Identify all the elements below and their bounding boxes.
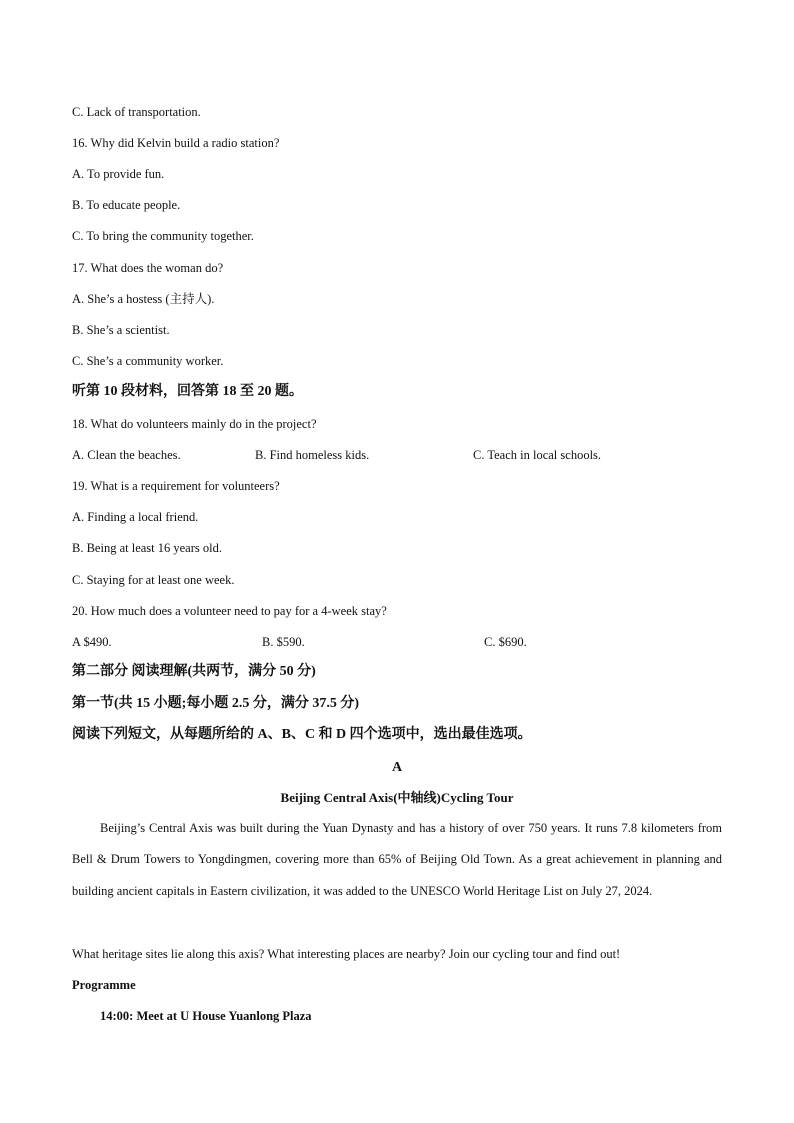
passage-title: Beijing Central Axis(中轴线)Cycling Tour — [280, 790, 514, 805]
q19-option-a: A. Finding a local friend. — [72, 510, 199, 524]
passage-letter: A — [391, 760, 403, 775]
q20-option-a: A $490. — [72, 635, 112, 649]
q19-question: 19. What is a requirement for volunteers? — [72, 479, 280, 493]
section-heading-10: 听第 10 段材料，回答第 18 至 20 题。 — [72, 384, 303, 399]
q18-option-a: A. Clean the beaches. — [72, 448, 181, 462]
q17-question: 17. What does the woman do? — [72, 261, 224, 275]
q20-option-c: C. $690. — [484, 635, 527, 649]
section-one-heading: 第一节(共 15 小题;每小题 2.5 分，满分 37.5 分) — [72, 696, 359, 711]
instructions: 阅读下列短文，从每题所给的 A、B、C 和 D 四个选项中，选出最佳选项。 — [72, 727, 532, 742]
part-two-heading: 第二部分 阅读理解(共两节，满分 50 分) — [72, 664, 316, 679]
q16-question: 16. Why did Kelvin build a radio station? — [72, 136, 280, 150]
q19-option-b: B. Being at least 16 years old. — [72, 541, 222, 555]
q17-option-b: B. She’s a scientist. — [72, 323, 170, 337]
programme-item-1: 14:00: Meet at U House Yuanlong Plaza — [100, 1009, 312, 1023]
q16-option-b: B. To educate people. — [72, 198, 181, 212]
passage-paragraph-2: What heritage sites lie along this axis? What interesting places are nearby? Join our cycling tour and find out! — [72, 947, 621, 961]
q18-option-c: C. Teach in local schools. — [473, 448, 602, 462]
q15-option-c: C. Lack of transportation. — [72, 105, 201, 119]
q20-question: 20. How much does a volunteer need to pay for a 4-week stay? — [72, 604, 387, 618]
q17-option-c: C. She’s a community worker. — [72, 354, 224, 368]
programme-label: Programme — [72, 978, 136, 992]
q16-option-a: A. To provide fun. — [72, 167, 165, 181]
q18-question: 18. What do volunteers mainly do in the project? — [72, 417, 317, 431]
q18-option-b: B. Find homeless kids. — [255, 448, 370, 462]
q20-option-b: B. $590. — [262, 635, 305, 649]
passage-paragraph-1: Beijing’s Central Axis was built during the Yuan Dynasty and has a history of over 750 years. It runs 7.8 kilometers from Bell & Drum Towers to Yongdingmen, covering more than 65% of Beijing Old Town. As a great achievement in planning and building ancient capitals in Eastern civilization, it was added to the UNESCO World Heritage List on July 27, 2024. — [72, 821, 722, 898]
q16-option-c: C. To bring the community together. — [72, 229, 254, 243]
q17-option-a: A. She’s a hostess (主持人). — [72, 292, 215, 306]
q19-option-c: C. Staying for at least one week. — [72, 573, 235, 587]
